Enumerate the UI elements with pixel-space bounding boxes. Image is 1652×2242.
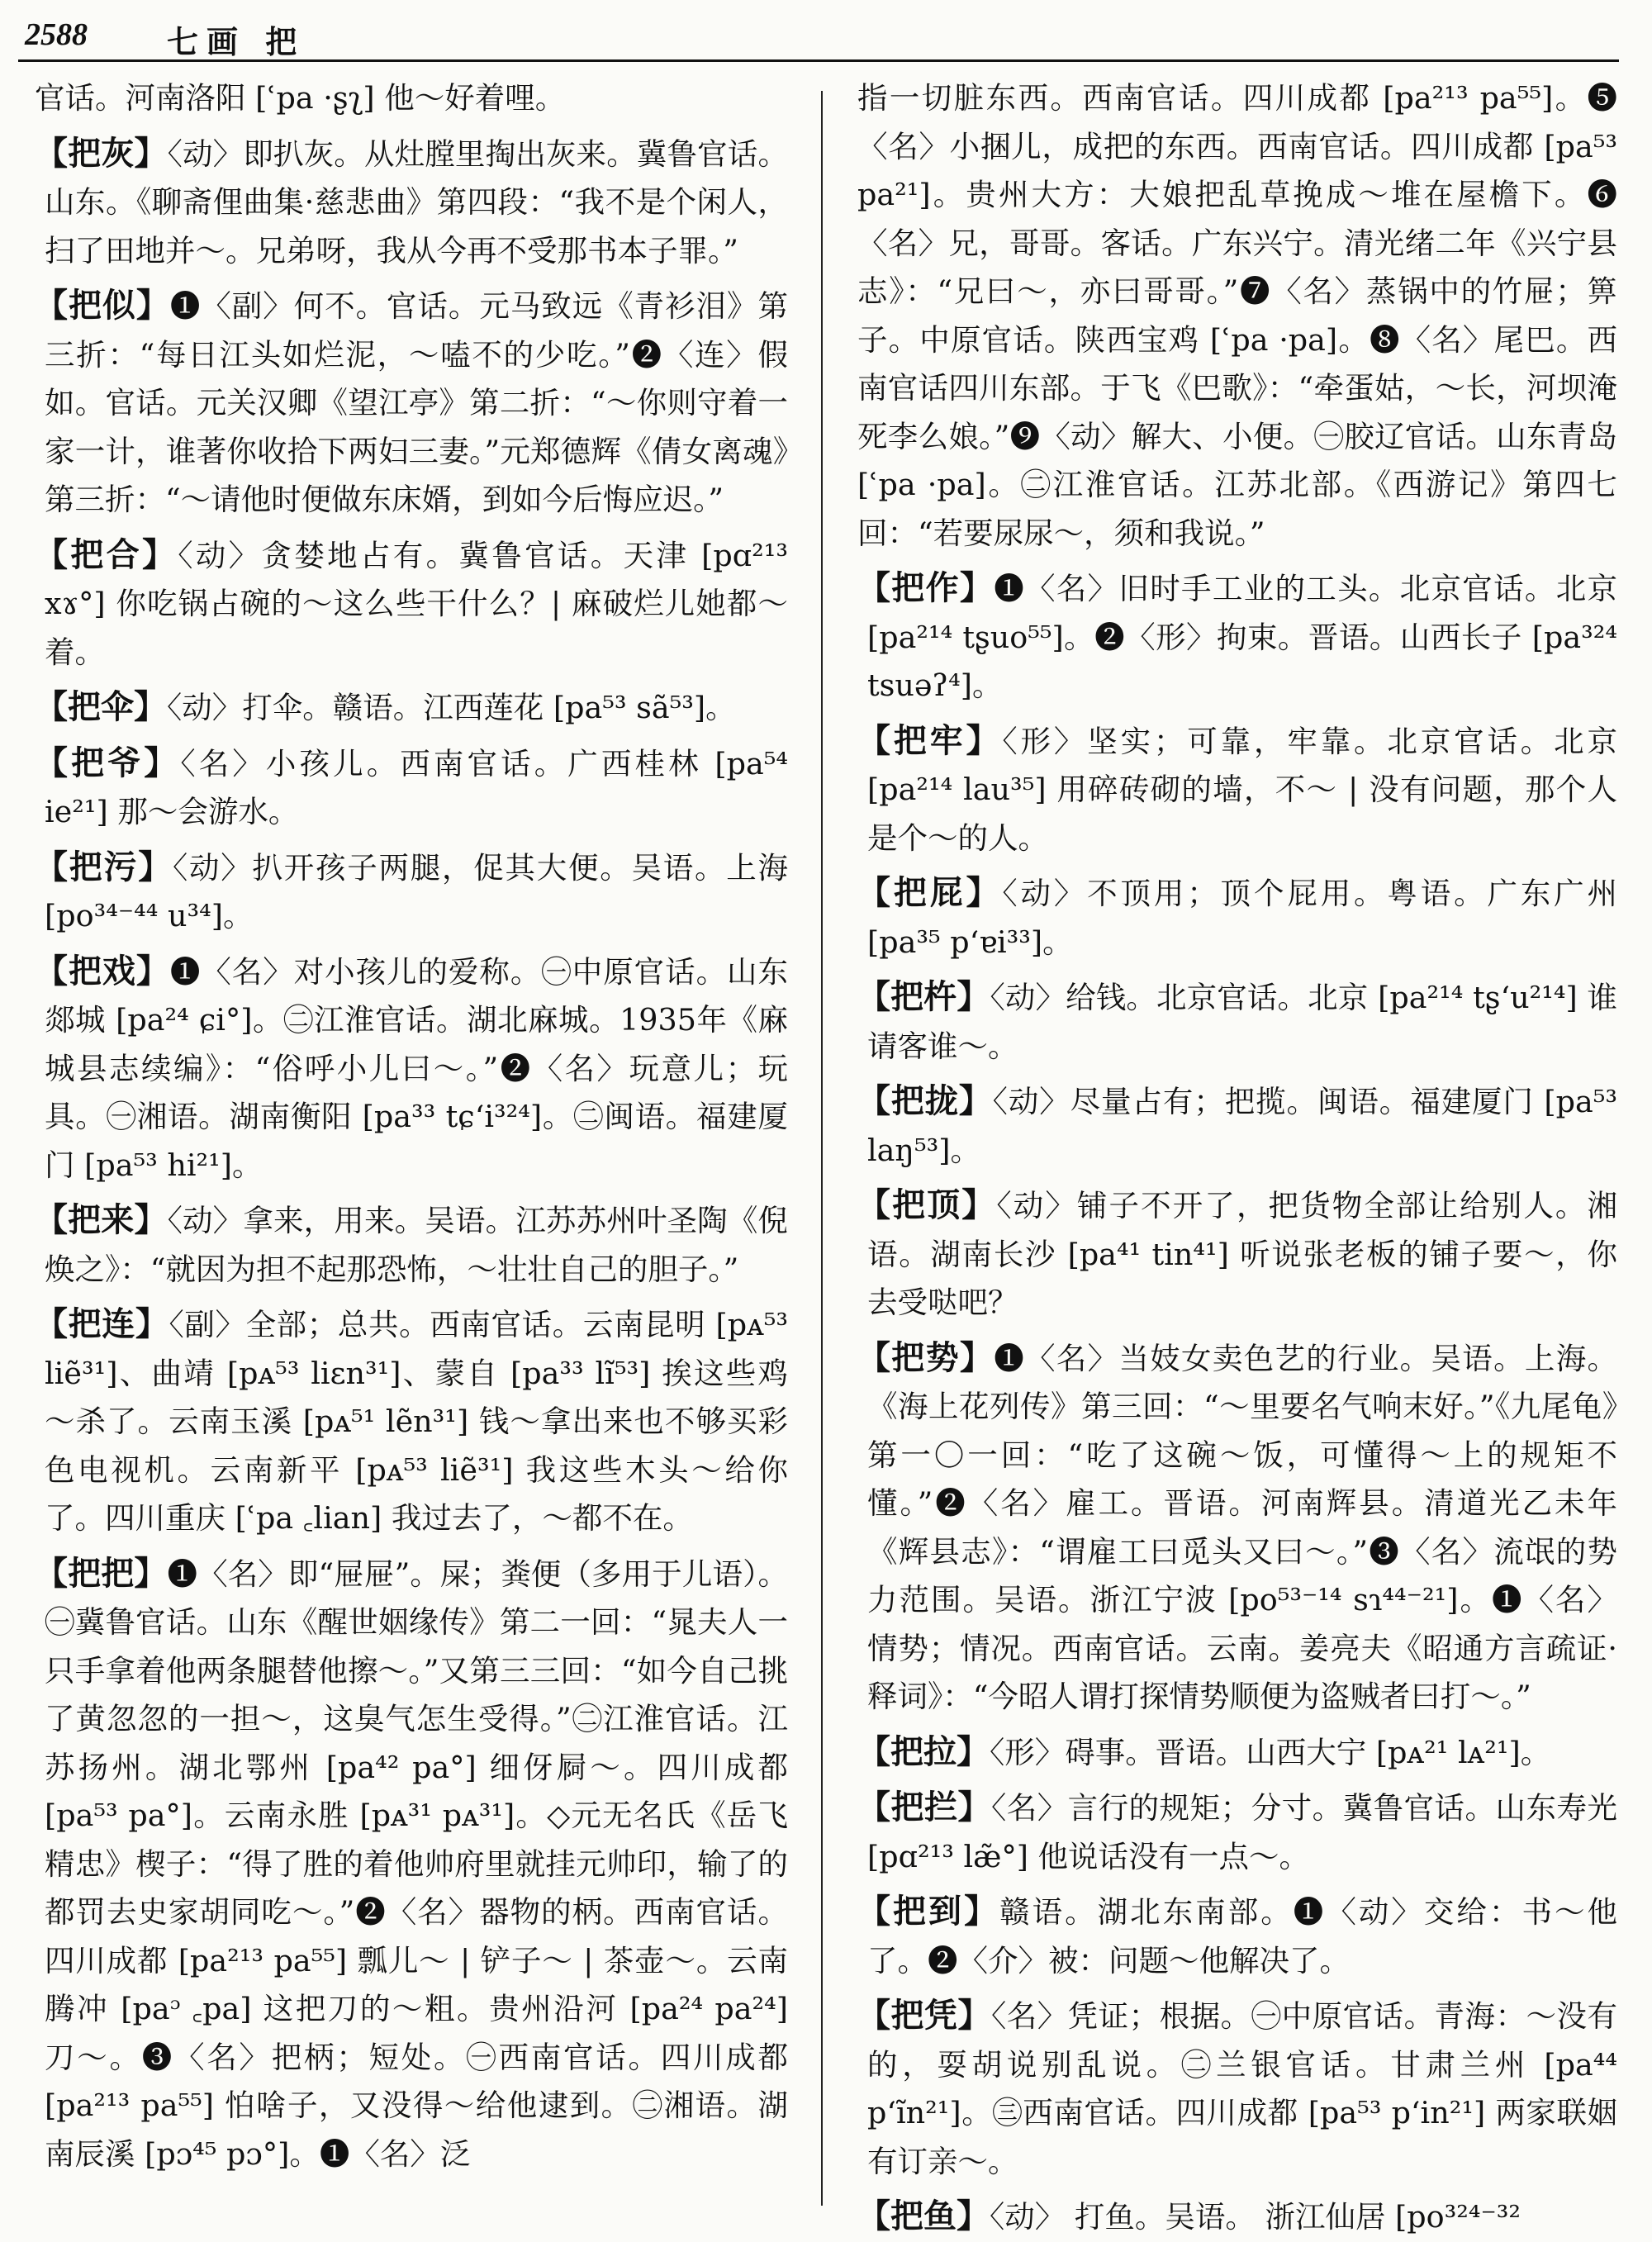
- entry-headword: 【把拢】: [857, 1081, 993, 1120]
- entry-headword: 【把爷】: [35, 743, 181, 782]
- left-column: [35, 74, 788, 2214]
- entry-text: ❶〈名〉即“屉屉”。屎；粪便（多用于儿语）。㊀冀鲁官话。山东《醒世姻缘传》第二一回：“晁夫人一只手拿着他两条腿替他擦～。”又第三三回：“如今自己挑了黄忽忽的一担～，这臭气怎生受得。”㊁江淮官话。江苏扬州。湖北鄂州 [pa⁴² pa°] 细伢屙～。四川成都 [pa⁵³ pa°]。云南永胜 [pᴀ³¹ pᴀ³¹]。◇元无名氏《岳飞精忠》楔子：“得了胜的着他帅府里就挂元帅印，输了的都罚去史家胡同吃～。”❷〈名〉器物的柄。西南官话。四川成都 [pa²¹³ pa⁵⁵] 瓢儿～ | 铲子～ | 茶壶～。云南腾冲 [paᵓ ꜀pa] 这把刀的～粗。贵州沿河 [pa²⁴ pa²⁴] 刀～。❸〈名〉把柄；短处。㊀西南官话。四川成都 [pa²¹³ pa⁵⁵] 怕啥子，又没得～给他逮到。㊁湘语。湖南辰溪 [pɔ⁴⁵ pɔ°]。❶〈名〉泛: [45, 1556, 788, 2172]
- entry-headword: 【把似】: [35, 286, 170, 325]
- entry-text: 〈形〉碍事。晋语。山西大宁 [pᴀ²¹ lᴀ²¹]。: [990, 1734, 1551, 1770]
- entry-text: ❶〈副〉何不。官话。元马致远《青衫泪》第三折：“每日江头如烂泥，～嗑不的少吃。”❷〈连〉假如。官话。元关汉卿《望江亭》第二折：“～你则守着一家一计，谁著你收拾下两妇三妻。”元郑德辉《倩女离魂》第三折：“～请他时便做东床婿，到如今后悔应迟。”: [45, 288, 789, 517]
- entry-headword: 【把来】: [35, 1200, 168, 1239]
- entry-text: 〈名〉小孩儿。西南官话。广西桂林 [pa⁵⁴ ie²¹] 那～会游水。: [45, 745, 789, 829]
- dictionary-entry: [35, 739, 788, 837]
- dictionary-entry: [35, 843, 788, 941]
- entry-headword: 【把拦】: [857, 1788, 991, 1826]
- entry-headword: 【把污】: [35, 847, 173, 886]
- entry-headword: 【把戏】: [35, 951, 170, 990]
- entry-headword: 【把把】: [35, 1553, 168, 1593]
- entry-text: 〈动〉即扒灰。从灶膛里掏出灰来。冀鲁官话。山东。《聊斋俚曲集·慈悲曲》第四段：“我不是个闲人，扫了田地并～。兄弟呀，我从今再不受那书本子罪。”: [45, 135, 788, 268]
- dictionary-entry: [35, 130, 788, 276]
- entry-headword: 【把势】: [857, 1337, 995, 1377]
- entry-text: 赣语。湖北东南部。❶〈动〉交给：书～他了。❷〈介〉被：问题～他解决了。: [867, 1894, 1618, 1978]
- dictionary-entry: [857, 1888, 1617, 1985]
- right-column: [857, 74, 1618, 2235]
- entry-text: 〈动〉给钱。北京官话。北京 [pa²¹⁴ tʂʻu²¹⁴] 谁请客谁～。: [867, 980, 1618, 1064]
- dictionary-entry: [857, 1784, 1617, 1881]
- dictionary-entry: [857, 1728, 1617, 1778]
- entry-headword: 【把凭】: [857, 1996, 991, 2035]
- dictionary-entry: [35, 74, 788, 123]
- entry-text: 〈动〉打伞。赣语。江西莲花 [pa⁵³ sã⁵³]。: [167, 690, 736, 725]
- entry-text: 〈名〉言行的规矩；分寸。冀鲁官话。山东寿光 [pɑ²¹³ læ̃°] 他说话没有一点～。: [867, 1790, 1618, 1874]
- running-title: 七画 把: [167, 23, 306, 60]
- dictionary-entry: [857, 74, 1617, 558]
- dictionary-entry: [857, 1077, 1617, 1175]
- dictionary-entry: [857, 973, 1617, 1071]
- entry-headword: 【把伞】: [35, 687, 167, 726]
- entry-text: 官话。河南洛阳 [ʿpa ·ʂʅ] 他～好着哩。: [35, 80, 566, 116]
- entry-text: 〈形〉坚实；可靠，牢靠。北京官话。北京 [pa²¹⁴ lau³⁵] 用碎砖砌的墙，不～ | 没有问题，那个人是个～的人。: [867, 723, 1618, 856]
- entry-headword: 【把拉】: [857, 1731, 990, 1771]
- dictionary-entry: [35, 1550, 788, 2179]
- entry-headword: 【把屁】: [857, 873, 1003, 912]
- entry-headword: 【把作】: [857, 568, 995, 607]
- entry-text: 指一切脏东西。西南官话。四川成都 [pa²¹³ pa⁵⁵]。❺〈名〉小捆儿，成把的东西。西南官话。四川成都 [pa⁵³ pa²¹]。贵州大方：大娘把乱草挽成～堆在屋檐下。❻〈名〉兄，哥哥。客话。广东兴宁。清光绪二年《兴宁县志》：“兄曰～，亦曰哥哥。”❼〈名〉蒸锅中的竹屉；箅子。中原官话。陕西宝鸡 [ʿpa ·pa]。❽〈名〉尾巴。西南官话四川东部。于飞《巴歌》：“牵蛋姑，～长，河坝淹死李么娘。”❾〈动〉解大、小便。㊀胶辽官话。山东青岛 [ʿpa ·pa]。㊁江淮官话。江苏北部。《西游记》第四七回：“若要尿尿～，须和我说。”: [857, 80, 1617, 551]
- entry-headword: 【把到】: [857, 1892, 1000, 1931]
- entry-text: 〈动〉不顶用；顶个屁用。粤语。广东广州 [pa³⁵ pʻɐi³³]。: [867, 876, 1618, 960]
- dictionary-entry: [857, 2192, 1617, 2242]
- entry-text: 〈动〉铺子不开了，把货物全部让给别人。湘语。湖南长沙 [pa⁴¹ tin⁴¹] 听说张老板的铺子要～，你去受哒吧？: [867, 1188, 1618, 1320]
- dictionary-entry: [857, 1181, 1617, 1328]
- dictionary-entry: [35, 683, 788, 733]
- entry-text: 〈动〉扒开孩子两腿，促其大便。吴语。上海 [po³⁴⁻⁴⁴ u³⁴]。: [45, 849, 788, 933]
- entry-text: ❶〈名〉当妓女卖色艺的行业。吴语。上海。《海上花列传》第三回：“～里要名气响末好。”《九尾龟》第一〇一回：“吃了这碗～饭，可懂得～上的规矩不懂。”❷〈名〉雇工。晋语。河南辉县。清道光乙未年《辉县志》：“谓雇工曰觅头又曰～。”❸〈名〉流氓的势力范围。吴语。浙江宁波 [po⁵³⁻¹⁴ sɿ⁴⁴⁻²¹]。❶〈名〉情势；情况。西南官话。云南。姜亮夫《昭通方言疏证·释词》：“今昭人谓打探情势顺便为盗贼者曰打～。”: [867, 1340, 1618, 1714]
- dictionary-entry: [35, 531, 788, 677]
- entry-headword: 【把合】: [35, 534, 178, 574]
- entry-text: ❶〈名〉旧时手工业的工头。北京官话。北京 [pa²¹⁴ tʂuo⁵⁵]。❷〈形〉拘束。晋语。山西长子 [pa³²⁴ tsuəʔ⁴]。: [867, 571, 1618, 703]
- column-divider: [821, 91, 823, 2206]
- dictionary-entry: [35, 1196, 788, 1294]
- entry-headword: 【把鱼】: [857, 2197, 990, 2235]
- dictionary-entry: [857, 869, 1617, 967]
- entry-text: 〈动〉贪婪地占有。冀鲁官话。天津 [pɑ²¹³ xɤ°] 你吃锅占碗的～这么些干什么？| 麻破烂儿她都～着。: [45, 537, 789, 670]
- entry-text: 〈名〉凭证；根据。㊀中原官话。青海：～没有的，耍胡说别乱说。㊁兰银官话。甘肃兰州 [pa⁴⁴ pʻĩn²¹]。㊂西南官话。四川成都 [pa⁵³ pʻin²¹] 两家联姻有订亲～。: [867, 1998, 1618, 2179]
- entry-text: 〈动〉拿来，用来。吴语。江苏苏州叶圣陶《倪焕之》：“就因为担不起那恐怖，～壮壮自己的胆子。”: [45, 1203, 788, 1287]
- entry-text: 〈动〉 打鱼。吴语。 浙江仙居 [po³²⁴⁻³²: [990, 2199, 1521, 2235]
- entry-headword: 【把连】: [35, 1304, 169, 1343]
- entry-text: 〈副〉全部；总共。西南官话。云南昆明 [pᴀ⁵³ liẽ³¹]、曲靖 [pᴀ⁵³ liɛn³¹]、蒙自 [pa³³ lĩ⁵³] 挨这些鸡～杀了。云南玉溪 [pᴀ⁵¹ lẽn³¹] 钱～拿出来也不够买彩色电视机。云南新平 [pᴀ⁵³ liẽ³¹] 我这些木头～给你了。四川重庆 [ʿpa ꜀lian] 我过去了，～都不在。: [45, 1307, 789, 1536]
- entry-headword: 【把灰】: [35, 133, 168, 173]
- dictionary-entry: [857, 1334, 1617, 1722]
- entry-text: 〈动〉尽量占有；把揽。闽语。福建厦门 [pa⁵³ laŋ⁵³]。: [867, 1084, 1617, 1168]
- page-number: 2588: [25, 17, 88, 52]
- entry-headword: 【把杵】: [857, 977, 990, 1016]
- entry-headword: 【把牢】: [857, 720, 1003, 760]
- dictionary-entry: [35, 282, 788, 525]
- dictionary-entry: [35, 1300, 788, 1543]
- dictionary-entry: [35, 948, 788, 1190]
- dictionary-entry: [857, 1992, 1617, 2186]
- page-header: [18, 10, 1619, 62]
- dictionary-entry: [857, 564, 1617, 710]
- entry-text: ❶〈名〉对小孩儿的爱称。㊀中原官话。山东郯城 [pa²⁴ ɕi°]。㊁江淮官话。湖北麻城。1935年《麻城县志续编》：“俗呼小儿曰～。”❷〈名〉玩意儿；玩具。㊀湘语。湖南衡阳 [pa³³ tɕʻi³²⁴]。㊁闽语。福建厦门 [pa⁵³ hi²¹]。: [45, 953, 789, 1183]
- dictionary-entry: [857, 717, 1617, 863]
- entry-headword: 【把顶】: [857, 1185, 997, 1224]
